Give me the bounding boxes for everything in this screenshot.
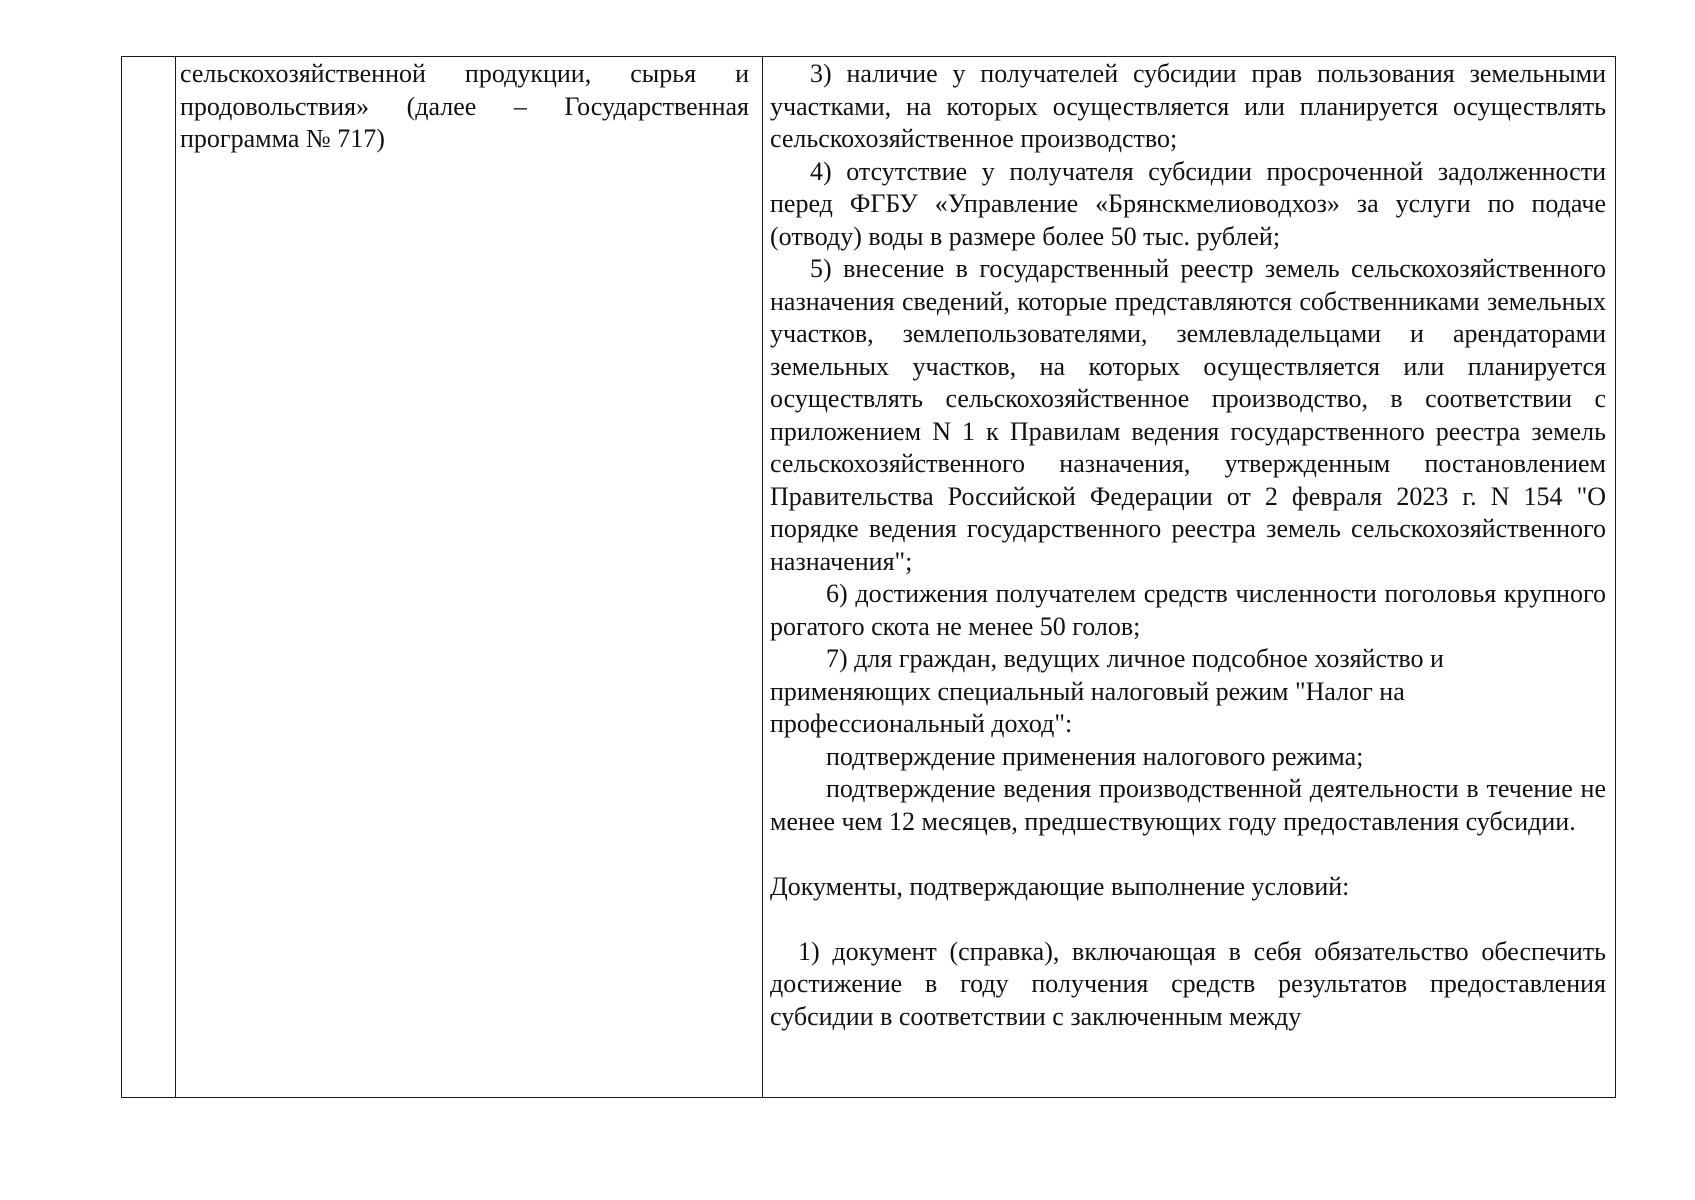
table-cell-left (180, 58, 749, 156)
condition-item-7: 7) для граждан, ведущих личное подсобное хозяйство и применяющих специальный налоговый режим "Налог на профессиональный доход": (770, 644, 1444, 738)
condition-item-7-sub-2: подтверждение ведения производственной деятельности в течение не менее чем 12 месяцев, предшествующих году предоставления субсидии. (770, 774, 1606, 836)
program-name-text: сельскохозяйственной продукции, сырья и продовольствия» (далее – Государственная программа № 717) (180, 59, 749, 153)
spacer (770, 838, 1606, 871)
condition-item-7-sub-1: подтверждение применения налогового режима; (826, 741, 1364, 771)
table-divider-1 (175, 57, 176, 1097)
table-divider-2 (762, 57, 763, 1097)
condition-item-4: 4) отсутствие у получателя субсидии просроченной задолженности перед ФГБУ «Управление «Брянскмелиоводхоз» за услуги по подаче (отводу) воды в размере более 50 тыс. рублей; (770, 156, 1606, 251)
condition-item-3: 3) наличие у получателей субсидии прав пользования земельными участками, на которых осуществляется или планируется осуществлять сельскохозяйственное производство; (770, 59, 1606, 153)
documents-heading: Документы, подтверждающие выполнение условий: (770, 871, 1350, 901)
spacer (770, 903, 1606, 936)
document-item-1: 1) документ (справка), включающая в себя обязательство обеспечить достижение в году получения средств результатов предоставления субсидии в соответствии с заключенным между (770, 936, 1606, 1031)
table-cell-right (770, 58, 1606, 1033)
condition-item-5: 5) внесение в государственный реестр земель сельскохозяйственного назначения сведений, которые представляются собственниками земельных участков, землепользователями, землевладельцами и арендаторами земельных участков, на которых осуществляется или планируется осуществлять сельскохозяйственное производство, в соответствии с приложением N 1 к Правилам ведения государственного реестра земель сельскохозяйственного назначения, утвержденным постановлением Правительства Российской Федерации от 2 февраля 2023 г. N 154 "О порядке ведения государственного реестра земель сельскохозяйственного назначения"; (770, 254, 1606, 576)
condition-item-6: 6) достижения получателем средств численности поголовья крупного рогатого скота не менее 50 голов; (770, 579, 1606, 641)
